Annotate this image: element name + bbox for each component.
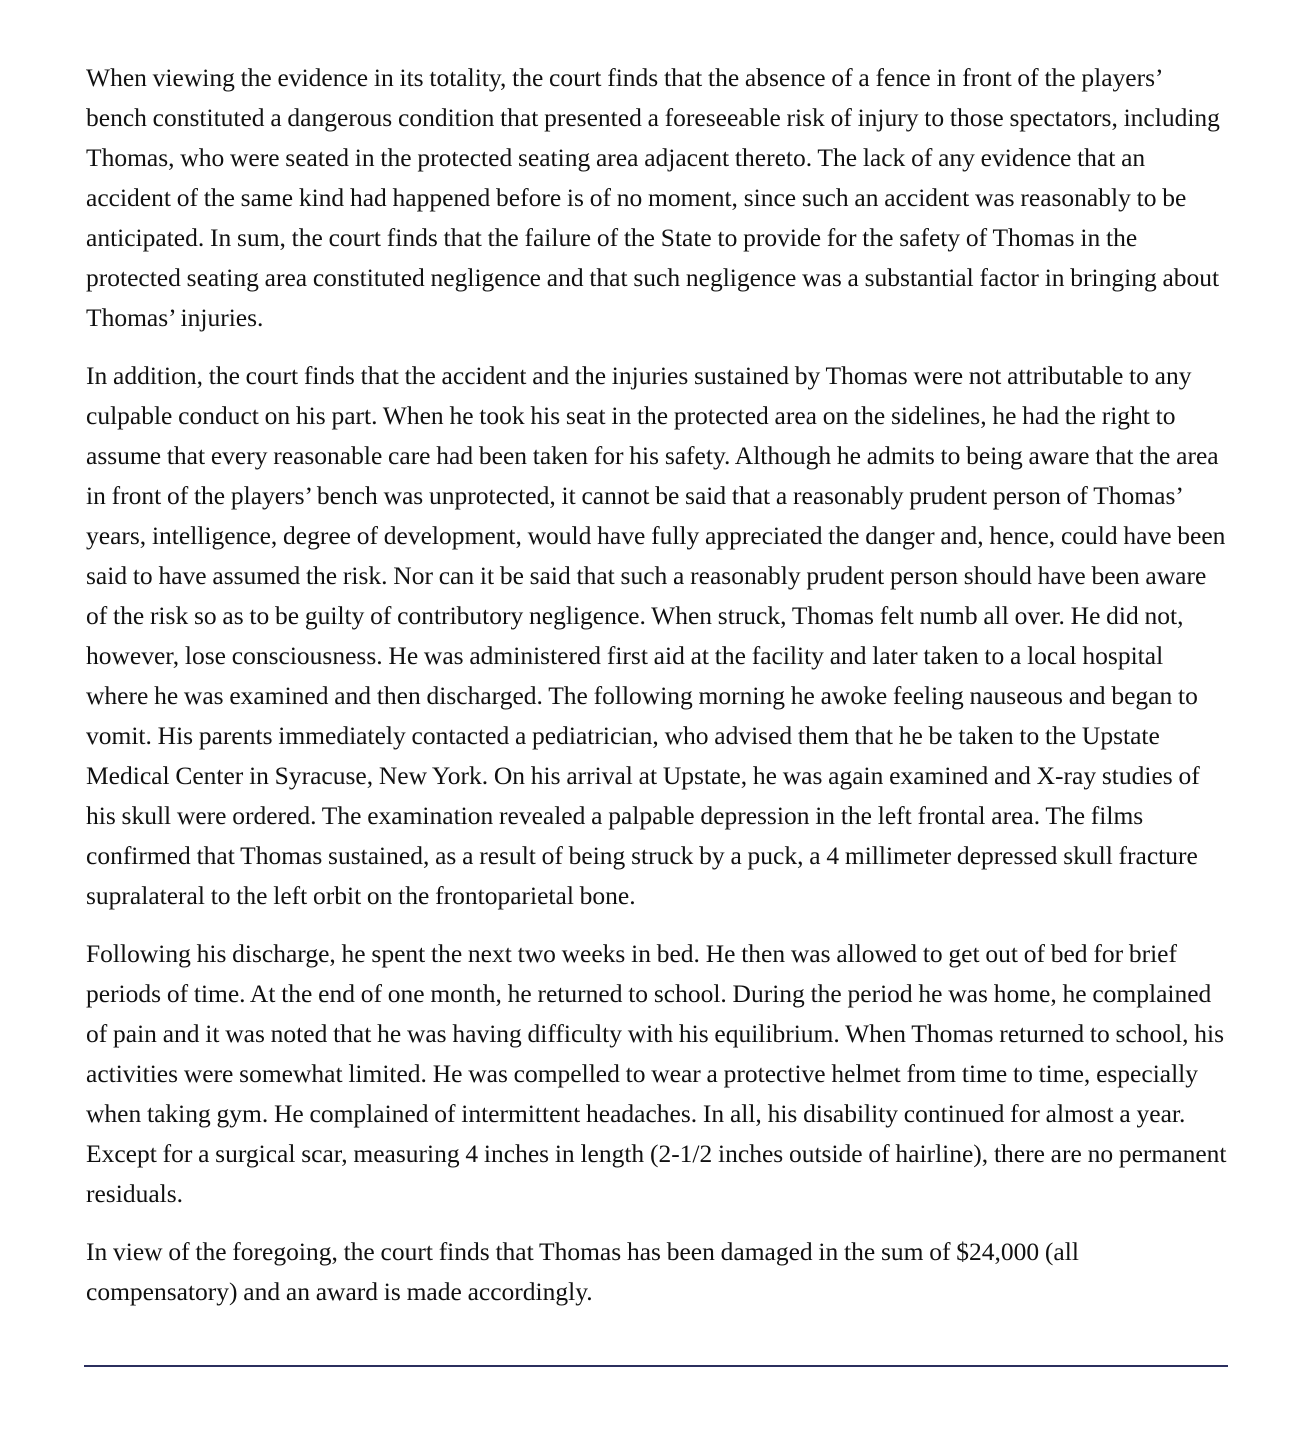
- paragraph-recovery-period: Following his discharge, he spent the next two weeks in bed. He then was allowed to get out of bed for brief periods of time. At the end of one month, he returned to school. During the period he was home, he complained of pain and it was noted that he was having difficulty with his equilibrium. When Thomas returned to school, his activities were somewhat limited. He was compelled to wear a protective helmet from time to time, especially when taking gym. He complained of intermittent headaches. In all, his disability continued for almost a year. Except for a surgical scar, measuring 4 inches in length (2-1/2 inches outside of hairline), there are no permanent residuals.: [86, 939, 1227, 1208]
- bottom-divider: [84, 1365, 1228, 1367]
- document-body: [86, 58, 1228, 1330]
- paragraph-damages-award: In view of the foregoing, the court finds that Thomas has been damaged in the sum of $24,000 (all compensatory) and an award is made accordingly.: [86, 1237, 1079, 1306]
- paragraph-culpable-conduct-and-injury: In addition, the court finds that the accident and the injuries sustained by Thomas were not attributable to any culpable conduct on his part. When he took his seat in the protected area on the sidelines, he had the right to assume that every reasonable care had been taken for his safety. Although he admits to being aware that the area in front of the players’ bench was unprotected, it cannot be said that a reasonably prudent person of Thomas’ years, intelligence, degree of development, would have fully appreciated the danger and, hence, could have been said to have assumed the risk. Nor can it be said that such a reasonably prudent person should have been aware of the risk so as to be guilty of contributory negligence. When struck, Thomas felt numb all over. He did not, however, lose consciousness. He was administered first aid at the facility and later taken to a local hospital where he was examined and then discharged. The following morning he awoke feeling nauseous and began to vomit. His parents immediately contacted a pediatrician, who advised them that he be taken to the Upstate Medical Center in Syracuse, New York. On his arrival at Upstate, he was again examined and X-ray studies of his skull were ordered. The examination revealed a palpable depression in the left frontal area. The films confirmed that Thomas sustained, as a result of being struck by a puck, a 4 millimeter depressed skull fracture supralateral to the left orbit on the frontoparietal bone.: [86, 361, 1226, 910]
- paragraph-negligence-finding: When viewing the evidence in its totality, the court finds that the absence of a fence in front of the players’ bench constituted a dangerous condition that presented a foreseeable risk of injury to those spectators, including Thomas, who were seated in the protected seating area adjacent thereto. The lack of any evidence that an accident of the same kind had happened before is of no moment, since such an accident was reasonably to be anticipated. In sum, the court finds that the failure of the State to provide for the safety of Thomas in the protected seating area constituted negligence and that such negligence was a substantial factor in bringing about Thomas’ injuries.: [86, 63, 1220, 332]
